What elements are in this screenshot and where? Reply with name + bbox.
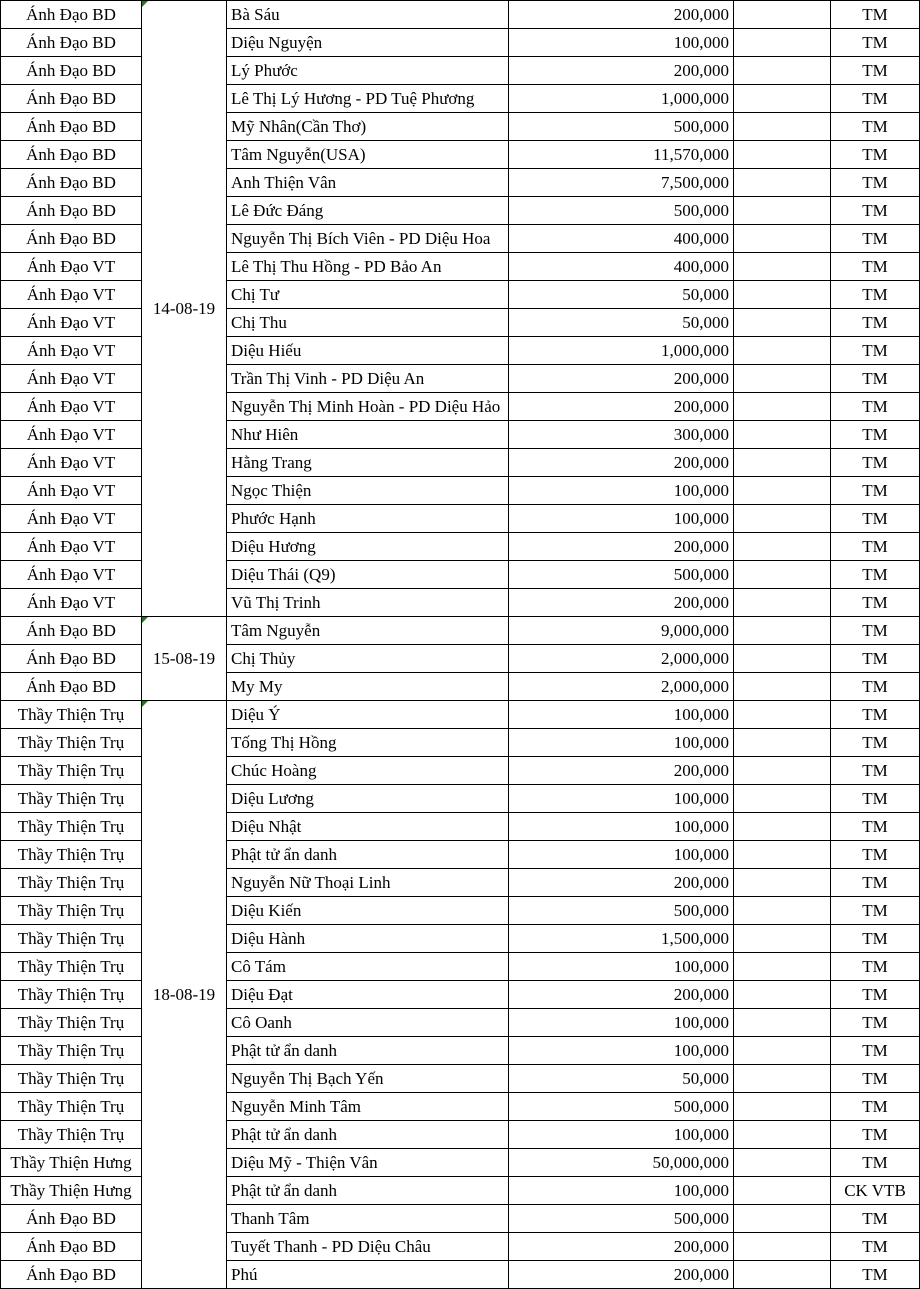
- note-cell[interactable]: [734, 757, 831, 785]
- amount-cell[interactable]: 1,000,000: [509, 337, 734, 365]
- payment-type-cell[interactable]: TM: [831, 1149, 920, 1177]
- table-row: [1, 1121, 920, 1149]
- amount-cell[interactable]: 50,000: [509, 309, 734, 337]
- payment-type-cell[interactable]: TM: [831, 1, 920, 29]
- donor-name-cell[interactable]: Lê Thị Thu Hồng - PD Bảo An: [227, 253, 509, 281]
- table-row: [1, 1177, 920, 1205]
- donor-name-cell[interactable]: Chị Tư: [227, 281, 509, 309]
- donor-name-cell[interactable]: Nguyễn Thị Bích Viên - PD Diệu Hoa: [227, 225, 509, 253]
- amount-cell[interactable]: 100,000: [509, 1177, 734, 1205]
- table-row: [1, 561, 920, 589]
- payment-type-cell[interactable]: TM: [831, 785, 920, 813]
- payment-type-cell[interactable]: TM: [831, 477, 920, 505]
- source-cell[interactable]: Thầy Thiện Trụ: [1, 897, 142, 925]
- table-row: [1, 309, 920, 337]
- table-row: [1, 477, 920, 505]
- source-cell[interactable]: Ánh Đạo BD: [1, 617, 142, 645]
- note-cell[interactable]: [734, 113, 831, 141]
- donor-name-cell[interactable]: Chúc Hoàng: [227, 757, 509, 785]
- payment-type-cell[interactable]: TM: [831, 1037, 920, 1065]
- source-cell[interactable]: Ánh Đạo VT: [1, 561, 142, 589]
- donor-name-cell[interactable]: Thanh Tâm: [227, 1205, 509, 1233]
- amount-cell[interactable]: 500,000: [509, 897, 734, 925]
- donor-name-cell[interactable]: Vũ Thị Trinh: [227, 589, 509, 617]
- table-row: [1, 589, 920, 617]
- source-cell[interactable]: Ánh Đạo VT: [1, 533, 142, 561]
- amount-cell[interactable]: 200,000: [509, 1, 734, 29]
- note-cell[interactable]: [734, 281, 831, 309]
- amount-cell[interactable]: 100,000: [509, 841, 734, 869]
- date-cell[interactable]: [142, 701, 227, 1289]
- source-cell[interactable]: Ánh Đạo BD: [1, 645, 142, 673]
- source-cell[interactable]: Thầy Thiện Trụ: [1, 925, 142, 953]
- table-row: [1, 813, 920, 841]
- source-cell[interactable]: Ánh Đạo BD: [1, 85, 142, 113]
- source-cell[interactable]: Thầy Thiện Trụ: [1, 869, 142, 897]
- source-cell[interactable]: Thầy Thiện Trụ: [1, 1121, 142, 1149]
- payment-type-cell[interactable]: TM: [831, 1009, 920, 1037]
- source-cell[interactable]: Ánh Đạo BD: [1, 57, 142, 85]
- source-cell[interactable]: Ánh Đạo VT: [1, 589, 142, 617]
- amount-cell[interactable]: 100,000: [509, 1121, 734, 1149]
- note-cell[interactable]: [734, 365, 831, 393]
- amount-cell[interactable]: 2,000,000: [509, 673, 734, 701]
- source-cell[interactable]: Ánh Đạo VT: [1, 477, 142, 505]
- note-cell[interactable]: [734, 561, 831, 589]
- payment-type-cell[interactable]: TM: [831, 533, 920, 561]
- table-row: [1, 449, 920, 477]
- table-row: [1, 953, 920, 981]
- note-cell[interactable]: [734, 925, 831, 953]
- amount-cell[interactable]: 200,000: [509, 57, 734, 85]
- payment-type-cell[interactable]: TM: [831, 421, 920, 449]
- payment-type-cell[interactable]: TM: [831, 589, 920, 617]
- cell-comment-marker-icon: [142, 701, 148, 707]
- payment-type-cell[interactable]: TM: [831, 981, 920, 1009]
- table-row: [1, 869, 920, 897]
- source-cell[interactable]: Ánh Đạo BD: [1, 225, 142, 253]
- donor-name-cell[interactable]: Tâm Nguyễn(USA): [227, 141, 509, 169]
- amount-cell[interactable]: 200,000: [509, 533, 734, 561]
- payment-type-cell[interactable]: TM: [831, 85, 920, 113]
- donor-name-cell[interactable]: Cô Oanh: [227, 1009, 509, 1037]
- payment-type-cell[interactable]: TM: [831, 897, 920, 925]
- source-cell[interactable]: Thầy Thiện Trụ: [1, 729, 142, 757]
- table-row: [1, 533, 920, 561]
- amount-cell[interactable]: 200,000: [509, 757, 734, 785]
- note-cell[interactable]: [734, 1205, 831, 1233]
- amount-cell[interactable]: 100,000: [509, 813, 734, 841]
- note-cell[interactable]: [734, 1233, 831, 1261]
- table-row: [1, 393, 920, 421]
- source-cell[interactable]: Thầy Thiện Trụ: [1, 757, 142, 785]
- table-row: [1, 1037, 920, 1065]
- note-cell[interactable]: [734, 1093, 831, 1121]
- donor-name-cell[interactable]: Diệu Lương: [227, 785, 509, 813]
- note-cell[interactable]: [734, 897, 831, 925]
- amount-cell[interactable]: 100,000: [509, 953, 734, 981]
- donor-name-cell[interactable]: Phật tử ẩn danh: [227, 1037, 509, 1065]
- donor-name-cell[interactable]: Lý Phước: [227, 57, 509, 85]
- amount-cell[interactable]: 200,000: [509, 981, 734, 1009]
- table-row: [1, 169, 920, 197]
- donor-name-cell[interactable]: Tuyết Thanh - PD Diệu Châu: [227, 1233, 509, 1261]
- donation-table-body: [1, 1, 920, 1289]
- payment-type-cell[interactable]: TM: [831, 617, 920, 645]
- date-label: 15-08-19: [152, 649, 216, 668]
- donor-name-cell[interactable]: Phật tử ẩn danh: [227, 841, 509, 869]
- amount-cell[interactable]: 100,000: [509, 729, 734, 757]
- table-row: [1, 785, 920, 813]
- note-cell[interactable]: [734, 533, 831, 561]
- note-cell[interactable]: [734, 85, 831, 113]
- source-cell[interactable]: Thầy Thiện Trụ: [1, 1009, 142, 1037]
- note-cell[interactable]: [734, 673, 831, 701]
- date-cell[interactable]: [142, 617, 227, 701]
- payment-type-cell[interactable]: TM: [831, 365, 920, 393]
- payment-type-cell[interactable]: TM: [831, 813, 920, 841]
- donor-name-cell[interactable]: Diệu Hành: [227, 925, 509, 953]
- payment-type-cell[interactable]: TM: [831, 253, 920, 281]
- date-label: 18-08-19: [152, 985, 216, 1004]
- payment-type-cell[interactable]: TM: [831, 197, 920, 225]
- source-cell[interactable]: Thầy Thiện Trụ: [1, 1037, 142, 1065]
- source-cell[interactable]: Ánh Đạo VT: [1, 337, 142, 365]
- note-cell[interactable]: [734, 309, 831, 337]
- payment-type-cell[interactable]: TM: [831, 1205, 920, 1233]
- amount-cell[interactable]: 100,000: [509, 701, 734, 729]
- note-cell[interactable]: [734, 57, 831, 85]
- amount-cell[interactable]: 11,570,000: [509, 141, 734, 169]
- source-cell[interactable]: Thầy Thiện Hưng: [1, 1149, 142, 1177]
- source-cell[interactable]: Ánh Đạo VT: [1, 449, 142, 477]
- donor-name-cell[interactable]: Hằng Trang: [227, 449, 509, 477]
- source-cell[interactable]: Thầy Thiện Trụ: [1, 981, 142, 1009]
- amount-cell[interactable]: 100,000: [509, 477, 734, 505]
- source-cell[interactable]: Ánh Đạo VT: [1, 281, 142, 309]
- donor-name-cell[interactable]: Tâm Nguyễn: [227, 617, 509, 645]
- table-row: [1, 337, 920, 365]
- table-row: [1, 225, 920, 253]
- table-row: [1, 1093, 920, 1121]
- table-row: [1, 365, 920, 393]
- payment-type-cell[interactable]: TM: [831, 645, 920, 673]
- amount-cell[interactable]: 200,000: [509, 365, 734, 393]
- amount-cell[interactable]: 50,000,000: [509, 1149, 734, 1177]
- table-row: [1, 841, 920, 869]
- payment-type-cell[interactable]: TM: [831, 1065, 920, 1093]
- payment-type-cell[interactable]: TM: [831, 701, 920, 729]
- note-cell[interactable]: [734, 1121, 831, 1149]
- note-cell[interactable]: [734, 169, 831, 197]
- table-row: [1, 1205, 920, 1233]
- date-label: 14-08-19: [152, 299, 216, 318]
- amount-cell[interactable]: 200,000: [509, 589, 734, 617]
- donor-name-cell[interactable]: Diệu Kiến: [227, 897, 509, 925]
- amount-cell[interactable]: 100,000: [509, 785, 734, 813]
- source-cell[interactable]: Ánh Đạo BD: [1, 113, 142, 141]
- payment-type-cell[interactable]: TM: [831, 1121, 920, 1149]
- payment-type-cell[interactable]: TM: [831, 561, 920, 589]
- note-cell[interactable]: [734, 1149, 831, 1177]
- donor-name-cell[interactable]: Chị Thủy: [227, 645, 509, 673]
- donor-name-cell[interactable]: Trần Thị Vinh - PD Diệu An: [227, 365, 509, 393]
- donor-name-cell[interactable]: Nguyễn Thị Minh Hoàn - PD Diệu Hảo: [227, 393, 509, 421]
- note-cell[interactable]: [734, 953, 831, 981]
- source-cell[interactable]: Ánh Đạo VT: [1, 393, 142, 421]
- note-cell[interactable]: [734, 337, 831, 365]
- source-cell[interactable]: Ánh Đạo BD: [1, 1261, 142, 1289]
- table-row: [1, 645, 920, 673]
- amount-cell[interactable]: 200,000: [509, 393, 734, 421]
- donor-name-cell[interactable]: Diệu Hiếu: [227, 337, 509, 365]
- payment-type-cell[interactable]: TM: [831, 757, 920, 785]
- table-row: [1, 421, 920, 449]
- table-row: [1, 253, 920, 281]
- donor-name-cell[interactable]: Diệu Mỹ - Thiện Vân: [227, 1149, 509, 1177]
- donor-name-cell[interactable]: Nguyễn Thị Bạch Yến: [227, 1065, 509, 1093]
- payment-type-cell[interactable]: TM: [831, 925, 920, 953]
- payment-type-cell[interactable]: TM: [831, 225, 920, 253]
- source-cell[interactable]: Thầy Thiện Trụ: [1, 813, 142, 841]
- payment-type-cell[interactable]: TM: [831, 449, 920, 477]
- table-row: [1, 757, 920, 785]
- amount-cell[interactable]: 300,000: [509, 421, 734, 449]
- donor-name-cell[interactable]: Tống Thị Hồng: [227, 729, 509, 757]
- note-cell[interactable]: [734, 617, 831, 645]
- source-cell[interactable]: Ánh Đạo BD: [1, 1205, 142, 1233]
- payment-type-cell[interactable]: TM: [831, 505, 920, 533]
- table-row: [1, 1261, 920, 1289]
- payment-type-cell[interactable]: TM: [831, 57, 920, 85]
- amount-cell[interactable]: 1,000,000: [509, 85, 734, 113]
- note-cell[interactable]: [734, 981, 831, 1009]
- amount-cell[interactable]: 500,000: [509, 197, 734, 225]
- table-row: [1, 1149, 920, 1177]
- donor-name-cell[interactable]: Phước Hạnh: [227, 505, 509, 533]
- source-cell[interactable]: Thầy Thiện Trụ: [1, 953, 142, 981]
- table-row: [1, 281, 920, 309]
- amount-cell[interactable]: 50,000: [509, 281, 734, 309]
- source-cell[interactable]: Ánh Đạo VT: [1, 309, 142, 337]
- table-row: [1, 505, 920, 533]
- payment-type-cell[interactable]: TM: [831, 337, 920, 365]
- donor-name-cell[interactable]: Diệu Ý: [227, 701, 509, 729]
- note-cell[interactable]: [734, 505, 831, 533]
- amount-cell[interactable]: 200,000: [509, 449, 734, 477]
- table-row: [1, 981, 920, 1009]
- source-cell[interactable]: Ánh Đạo BD: [1, 1233, 142, 1261]
- source-cell[interactable]: Thầy Thiện Trụ: [1, 1093, 142, 1121]
- amount-cell[interactable]: 100,000: [509, 29, 734, 57]
- table-row: [1, 1233, 920, 1261]
- amount-cell[interactable]: 100,000: [509, 505, 734, 533]
- payment-type-cell[interactable]: TM: [831, 113, 920, 141]
- table-row: [1, 925, 920, 953]
- table-row: [1, 1009, 920, 1037]
- table-row: [1, 1, 920, 29]
- note-cell[interactable]: [734, 477, 831, 505]
- donor-name-cell[interactable]: Nguyễn Minh Tâm: [227, 1093, 509, 1121]
- payment-type-cell[interactable]: TM: [831, 673, 920, 701]
- note-cell[interactable]: [734, 813, 831, 841]
- amount-cell[interactable]: 200,000: [509, 1261, 734, 1289]
- date-cell[interactable]: [142, 1, 227, 617]
- amount-cell[interactable]: 100,000: [509, 1037, 734, 1065]
- source-cell[interactable]: Ánh Đạo VT: [1, 365, 142, 393]
- note-cell[interactable]: [734, 729, 831, 757]
- source-cell[interactable]: Thầy Thiện Hưng: [1, 1177, 142, 1205]
- table-row: [1, 197, 920, 225]
- note-cell[interactable]: [734, 197, 831, 225]
- amount-cell[interactable]: 400,000: [509, 253, 734, 281]
- source-cell[interactable]: Ánh Đạo BD: [1, 141, 142, 169]
- amount-cell[interactable]: 2,000,000: [509, 645, 734, 673]
- donor-name-cell[interactable]: Ngọc Thiện: [227, 477, 509, 505]
- table-row: [1, 673, 920, 701]
- amount-cell[interactable]: 500,000: [509, 113, 734, 141]
- donor-name-cell[interactable]: Phật tử ẩn danh: [227, 1177, 509, 1205]
- cell-comment-marker-icon: [142, 1, 148, 7]
- note-cell[interactable]: [734, 29, 831, 57]
- source-cell[interactable]: Ánh Đạo BD: [1, 673, 142, 701]
- donor-name-cell[interactable]: Anh Thiện Vân: [227, 169, 509, 197]
- amount-cell[interactable]: 500,000: [509, 1205, 734, 1233]
- table-row: [1, 701, 920, 729]
- note-cell[interactable]: [734, 1009, 831, 1037]
- payment-type-cell[interactable]: TM: [831, 841, 920, 869]
- source-cell[interactable]: Ánh Đạo VT: [1, 253, 142, 281]
- donor-name-cell[interactable]: Diệu Hương: [227, 533, 509, 561]
- amount-cell[interactable]: 100,000: [509, 1009, 734, 1037]
- source-cell[interactable]: Thầy Thiện Trụ: [1, 701, 142, 729]
- source-cell[interactable]: Thầy Thiện Trụ: [1, 841, 142, 869]
- note-cell[interactable]: [734, 253, 831, 281]
- table-row: [1, 729, 920, 757]
- note-cell[interactable]: [734, 785, 831, 813]
- donor-name-cell[interactable]: Diệu Nguyện: [227, 29, 509, 57]
- donor-name-cell[interactable]: Như Hiên: [227, 421, 509, 449]
- amount-cell[interactable]: 500,000: [509, 1093, 734, 1121]
- payment-type-cell[interactable]: TM: [831, 29, 920, 57]
- note-cell[interactable]: [734, 449, 831, 477]
- note-cell[interactable]: [734, 1261, 831, 1289]
- note-cell[interactable]: [734, 421, 831, 449]
- payment-type-cell[interactable]: TM: [831, 1233, 920, 1261]
- note-cell[interactable]: [734, 1037, 831, 1065]
- note-cell[interactable]: [734, 869, 831, 897]
- note-cell[interactable]: [734, 225, 831, 253]
- payment-type-cell[interactable]: TM: [831, 281, 920, 309]
- donor-name-cell[interactable]: Nguyễn Nữ Thoại Linh: [227, 869, 509, 897]
- source-cell[interactable]: Ánh Đạo BD: [1, 1, 142, 29]
- payment-type-cell[interactable]: TM: [831, 1093, 920, 1121]
- note-cell[interactable]: [734, 141, 831, 169]
- note-cell[interactable]: [734, 841, 831, 869]
- donor-name-cell[interactable]: Diệu Nhật: [227, 813, 509, 841]
- amount-cell[interactable]: 200,000: [509, 1233, 734, 1261]
- payment-type-cell[interactable]: TM: [831, 393, 920, 421]
- note-cell[interactable]: [734, 645, 831, 673]
- donor-name-cell[interactable]: Lê Đức Đáng: [227, 197, 509, 225]
- source-cell[interactable]: Ánh Đạo BD: [1, 29, 142, 57]
- donor-name-cell[interactable]: Chị Thu: [227, 309, 509, 337]
- payment-type-cell[interactable]: TM: [831, 309, 920, 337]
- donor-name-cell[interactable]: Mỹ Nhân(Cần Thơ): [227, 113, 509, 141]
- amount-cell[interactable]: 7,500,000: [509, 169, 734, 197]
- note-cell[interactable]: [734, 701, 831, 729]
- donor-name-cell[interactable]: Cô Tám: [227, 953, 509, 981]
- payment-type-cell[interactable]: TM: [831, 1261, 920, 1289]
- table-row: [1, 113, 920, 141]
- payment-type-cell[interactable]: TM: [831, 953, 920, 981]
- donor-name-cell[interactable]: Diệu Thái (Q9): [227, 561, 509, 589]
- table-row: [1, 897, 920, 925]
- note-cell[interactable]: [734, 1177, 831, 1205]
- source-cell[interactable]: Ánh Đạo BD: [1, 169, 142, 197]
- source-cell[interactable]: Ánh Đạo VT: [1, 421, 142, 449]
- amount-cell[interactable]: 400,000: [509, 225, 734, 253]
- table-row: [1, 617, 920, 645]
- payment-type-cell[interactable]: CK VTB: [831, 1177, 920, 1205]
- donor-name-cell[interactable]: Diệu Đạt: [227, 981, 509, 1009]
- donor-name-cell[interactable]: Phú: [227, 1261, 509, 1289]
- payment-type-cell[interactable]: TM: [831, 729, 920, 757]
- payment-type-cell[interactable]: TM: [831, 869, 920, 897]
- note-cell[interactable]: [734, 589, 831, 617]
- payment-type-cell[interactable]: TM: [831, 141, 920, 169]
- amount-cell[interactable]: 50,000: [509, 1065, 734, 1093]
- table-row: [1, 29, 920, 57]
- note-cell[interactable]: [734, 393, 831, 421]
- payment-type-cell[interactable]: TM: [831, 169, 920, 197]
- amount-cell[interactable]: 1,500,000: [509, 925, 734, 953]
- donor-name-cell[interactable]: Phật tử ẩn danh: [227, 1121, 509, 1149]
- table-row: [1, 57, 920, 85]
- donor-name-cell[interactable]: Bà Sáu: [227, 1, 509, 29]
- source-cell[interactable]: Thầy Thiện Trụ: [1, 785, 142, 813]
- cell-comment-marker-icon: [142, 617, 148, 623]
- source-cell[interactable]: Ánh Đạo VT: [1, 505, 142, 533]
- amount-cell[interactable]: 500,000: [509, 561, 734, 589]
- source-cell[interactable]: Thầy Thiện Trụ: [1, 1065, 142, 1093]
- note-cell[interactable]: [734, 1, 831, 29]
- donor-name-cell[interactable]: Lê Thị Lý Hương - PD Tuệ Phương: [227, 85, 509, 113]
- amount-cell[interactable]: 9,000,000: [509, 617, 734, 645]
- note-cell[interactable]: [734, 1065, 831, 1093]
- source-cell[interactable]: Ánh Đạo BD: [1, 197, 142, 225]
- amount-cell[interactable]: 200,000: [509, 869, 734, 897]
- donor-name-cell[interactable]: My My: [227, 673, 509, 701]
- table-row: [1, 1065, 920, 1093]
- table-row: [1, 141, 920, 169]
- table-row: [1, 85, 920, 113]
